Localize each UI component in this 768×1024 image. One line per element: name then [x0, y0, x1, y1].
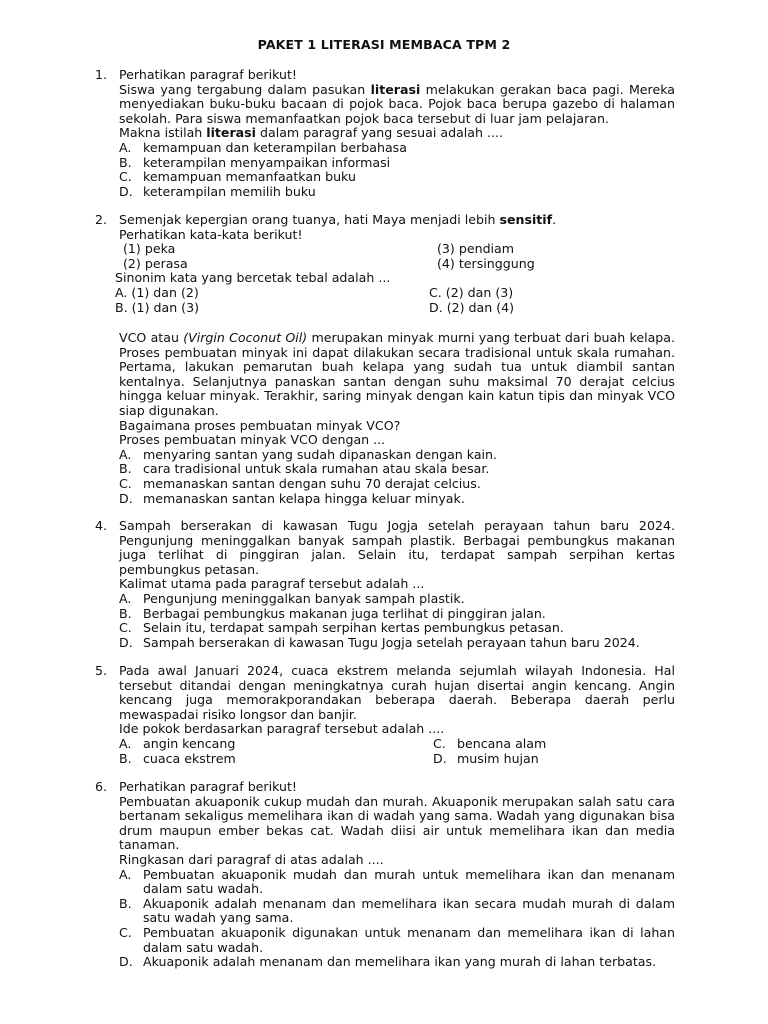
question-paragraph: Pembuatan akuaponik cukup mudah dan murah. Akuaponik merupakan salah satu cara bertanam sekaligus memelihara ikan di wadah yang sama. Wadah yang digunakan bisa drum maupun ember bekas cat. Wadah diisi air untuk memelihara ikan dan media tanaman.	[119, 793, 675, 853]
question-prompt: Ide pokok berdasarkan paragraf tersebut adalah ....	[119, 721, 445, 737]
option-a[interactable]: A. (1) dan (2)	[115, 284, 199, 300]
question-number: 5.	[95, 663, 108, 678]
question-number: 4.	[95, 518, 108, 533]
option-d[interactable]: D. (2) dan (4)	[429, 299, 515, 315]
option-a[interactable]: A. menyaring santan yang sudah dipanaskan dengan kain.	[119, 446, 498, 462]
question-intro: Perhatikan kata-kata berikut!	[119, 226, 303, 242]
option-c[interactable]: C. kemampuan memanfaatkan buku	[119, 169, 356, 185]
question-prompt: Ringkasan dari paragraf di atas adalah ....	[119, 851, 384, 867]
question-paragraph: Pada awal Januari 2024, cuaca ekstrem melanda sejumlah wilayah Indonesia. Hal tersebut ditandai dengan meningkatnya curah hujan disertai angin kencang. Angin kencang juga memorakporandakan beberapa daerah. Beberapa daerah perlu mewaspadai risiko longsor dan banjir.	[119, 663, 675, 722]
option-d[interactable]: D. keterampilan memilih buku	[119, 183, 316, 199]
option-a[interactable]: A. kemampuan dan keterampilan berbahasa	[119, 139, 407, 155]
question-paragraph: Sampah berserakan di kawasan Tugu Jogja setelah perayaan tahun baru 2024. Pengunjung meninggalkan banyak sampah plastik. Berbagai pembungkus makanan juga terlihat di pinggiran jalan. Selain itu, terdapat sampah serpihan kertas pembungkus petasan.	[119, 518, 675, 577]
question-prompt: Bagaimana proses pembuatan minyak VCO?	[119, 417, 401, 433]
question-sentence: Semenjak kepergian orang tuanya, hati Maya menjadi lebih sensitif.	[119, 212, 557, 227]
option-c[interactable]: C. Pembuatan akuaponik digunakan untuk menanam dan memelihara ikan di lahan dalam satu wadah.	[119, 924, 675, 955]
word-row	[119, 257, 675, 272]
option-row	[115, 284, 675, 301]
option-b[interactable]: B. (1) dan (3)	[115, 299, 200, 315]
option-b[interactable]: B. Akuaponik adalah menanam dan memelihara ikan secara mudah murah di dalam satu wadah yang sama.	[119, 895, 675, 926]
word-item: (2) perasa	[123, 255, 188, 271]
option-c[interactable]: C. memanaskan santan dengan suhu 70 derajat celcius.	[119, 475, 481, 491]
option-row: A. angin kencang C. bencana alam	[119, 735, 547, 751]
option-a[interactable]: A. Pembuatan akuaponik mudah dan murah untuk memelihara ikan dan menanam dalam satu wadah.	[119, 866, 675, 897]
option-b[interactable]: B. cara tradisional untuk skala rumahan atau skala besar.	[119, 461, 490, 477]
question-intro: Perhatikan paragraf berikut!	[119, 67, 297, 82]
option-row: B. cuaca ekstrem D. musim hujan	[119, 750, 539, 766]
question-prompt: Sinonim kata yang bercetak tebal adalah ...	[115, 270, 391, 286]
word-row	[119, 242, 675, 257]
question-number: 1.	[95, 67, 108, 82]
question-paragraph: VCO atau (Virgin Coconut Oil) merupakan minyak murni yang terbuat dari buah kelapa. Proses pembuatan minyak ini dapat dilakukan secara tradisional untuk skala rumahan. Pertama, lakukan pemarutan buah kelapa yang sudah tua untuk diambil santan kentalnya. Selanjutnya panaskan santan dengan suhu maksimal 70 derajat celcius hingga keluar minyak. Terakhir, saring minyak dengan kain katun tipis dan minyak VCO siap digunakan.	[119, 330, 676, 418]
question-prompt: Makna istilah literasi dalam paragraf yang sesuai adalah ....	[119, 125, 503, 141]
option-b[interactable]: B. Berbagai pembungkus makanan juga terlihat di pinggiran jalan.	[119, 605, 546, 621]
question-stem: Proses pembuatan minyak VCO dengan ...	[119, 432, 386, 448]
option-d[interactable]: D. Akuaponik adalah menanam dan memelihara ikan yang murah di lahan terbatas.	[119, 954, 657, 970]
page-title: PAKET 1 LITERASI MEMBACA TPM 2	[257, 37, 511, 52]
word-item: (1) peka	[123, 241, 176, 257]
option-b[interactable]: B. keterampilan menyampaikan informasi	[119, 154, 391, 170]
option-c[interactable]: C. (2) dan (3)	[429, 284, 514, 300]
question-number: 2.	[95, 212, 108, 227]
bold-term: sensitif	[499, 212, 553, 227]
word-item: (3) pendiam	[437, 241, 515, 257]
word-item: (4) tersinggung	[437, 255, 535, 271]
question-prompt: Kalimat utama pada paragraf tersebut adalah ...	[119, 576, 425, 592]
question-intro: Perhatikan paragraf berikut!	[119, 779, 297, 794]
italic-term: (Virgin Coconut Oil)	[183, 330, 308, 345]
option-c[interactable]: C. Selain itu, terdapat sampah serpihan kertas pembungkus petasan.	[119, 620, 564, 636]
option-a[interactable]: A. Pengunjung meninggalkan banyak sampah plastik.	[119, 590, 465, 606]
bold-term: literasi	[370, 81, 421, 97]
option-d[interactable]: D. memanaskan santan kelapa hingga keluar minyak.	[119, 490, 465, 506]
question-paragraph: Siswa yang tergabung dalam pasukan literasi melakukan gerakan baca pagi. Mereka menyediakan buku-buku bacaan di pojok baca. Pojok baca berupa gazebo di halaman sekolah. Para siswa memanfaatkan pojok baca tersebut di luar jam pelajaran.	[119, 81, 675, 126]
question-number: 6.	[95, 779, 108, 794]
option-row	[115, 299, 675, 316]
option-d[interactable]: D. Sampah berserakan di kawasan Tugu Jogja setelah perayaan tahun baru 2024.	[119, 634, 640, 650]
